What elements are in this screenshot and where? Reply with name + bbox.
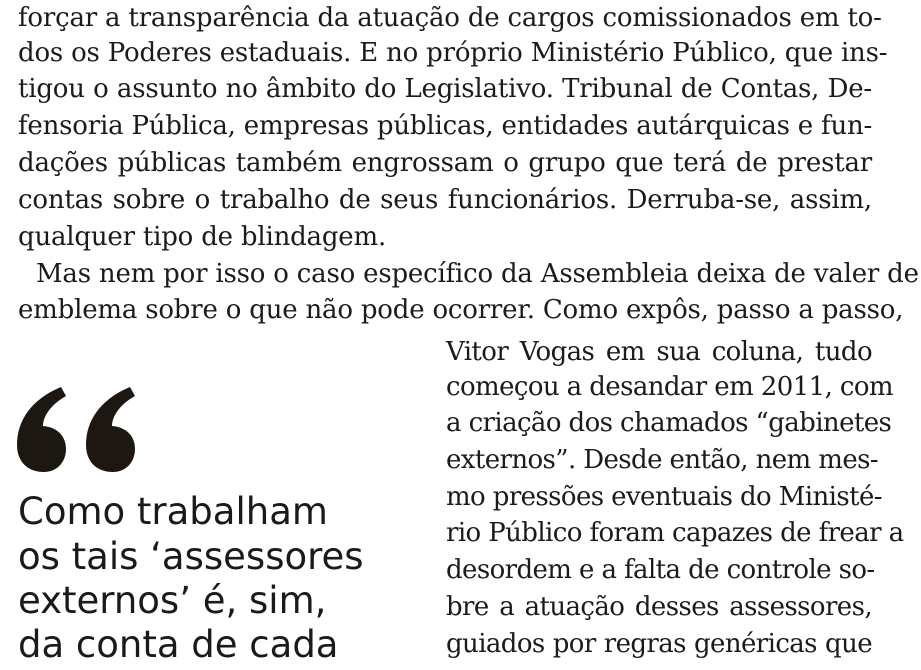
article-line: contas sobre o trabalho de seus funcionários. Derruba-se, assim, (18, 185, 872, 215)
column-line: bre a atuação desses assessores, (446, 592, 872, 622)
pull-quote-line: da conta de cada (18, 623, 339, 666)
column-line: rio Público foram capazes de frear a (446, 518, 904, 548)
pull-quote-line: externos’ é, sim, (18, 579, 327, 622)
article-line: emblema sobre o que não pode ocorrer. Como expôs, passo a passo, (18, 295, 904, 325)
pull-quote-line: os tais ‘assessores (18, 535, 364, 578)
article-line: qualquer tipo de blindagem. (18, 222, 387, 252)
article-line: fensoria Pública, empresas públicas, entidades autárquicas e fun- (18, 111, 873, 141)
article-line: dações públicas também engrossam o grupo que terá de prestar (18, 148, 872, 178)
open-quote-icon (14, 384, 142, 474)
article-line: dos os Poderes estaduais. E no próprio Ministério Público, que ins- (18, 38, 888, 68)
article-line: forçar a transparência da atuação de cargos comissionados em to- (18, 3, 882, 33)
column-line: desordem e a falta de controle so- (446, 555, 875, 585)
article-line: tigou o assunto no âmbito do Legislativo. Tribunal de Contas, De- (18, 74, 872, 104)
pull-quote-line: Como trabalham (18, 490, 328, 533)
article-line: Mas nem por isso o caso específico da Assembleia deixa de valer de (36, 259, 919, 289)
column-line: guiados por regras genéricas que (446, 629, 872, 659)
column-line: Vitor Vogas em sua coluna, tudo (446, 337, 872, 367)
column-line: começou a desandar em 2011, com (446, 372, 893, 402)
column-line: externos”. Desde então, nem mes- (446, 445, 879, 475)
column-line: a criação dos chamados “gabinetes (446, 408, 892, 438)
column-line: mo pressões eventuais do Ministé- (446, 482, 882, 512)
